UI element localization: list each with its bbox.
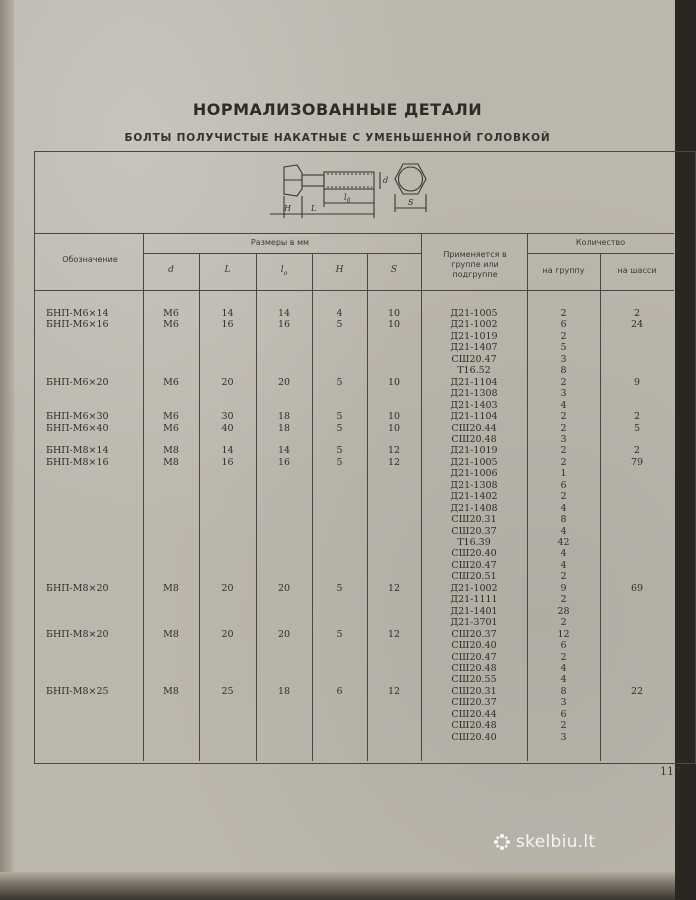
- cell-group: Д21-1308: [450, 388, 498, 400]
- cell-l0: 16: [277, 319, 291, 331]
- table-row: [0, 423, 675, 434]
- table-row: [0, 571, 675, 582]
- cell-group: Д21-1002: [450, 319, 498, 331]
- cell-d: М6: [163, 308, 179, 319]
- cell-group: СШ20.40: [451, 548, 497, 560]
- cell-per-chassis: 5: [633, 422, 641, 434]
- cell-l0: 18: [277, 422, 291, 434]
- cell-s: 12: [387, 445, 401, 457]
- cell-l: 20: [221, 376, 234, 388]
- cell-per-group: 2: [560, 411, 567, 423]
- header-l: L: [224, 265, 231, 275]
- cell-h: 6: [336, 685, 343, 697]
- header-h: H: [335, 265, 344, 275]
- cell-s: 12: [387, 628, 401, 640]
- cell-per-group: 8: [560, 685, 567, 697]
- table-row: [0, 331, 675, 342]
- cell-per-group: 2: [560, 491, 567, 503]
- table-row: [0, 503, 675, 514]
- cell-per-group: 28: [557, 605, 570, 617]
- cell-per-group: 4: [560, 525, 567, 537]
- cell-per-group: 4: [560, 662, 567, 674]
- cell-per-group: 2: [560, 445, 567, 457]
- cell-per-group: 6: [560, 640, 567, 652]
- cell-per-chassis: 22: [630, 685, 644, 697]
- cell-designation: БНП-М8×20: [46, 628, 109, 640]
- cell-l: 16: [221, 456, 234, 468]
- cell-per-group: 2: [560, 330, 567, 342]
- drawing-label-d: d: [383, 176, 389, 185]
- table-row: [0, 377, 675, 388]
- cell-group: Д21-1111: [450, 594, 498, 606]
- cell-per-group: 2: [560, 617, 567, 629]
- cell-group: СШ20.40: [451, 640, 497, 652]
- table-row: [0, 445, 675, 456]
- skelbiu-logo-icon: [493, 833, 511, 851]
- cell-group: Д21-1006: [450, 468, 498, 480]
- cell-per-group: 2: [560, 308, 567, 319]
- cell-designation: БНП-М6×40: [46, 422, 109, 434]
- cell-h: 5: [336, 422, 343, 434]
- table-row: [0, 629, 675, 640]
- cell-d: М6: [163, 376, 179, 388]
- table-row: [0, 720, 675, 731]
- cell-per-group: 8: [560, 514, 567, 526]
- table-row: [0, 652, 675, 663]
- cell-designation: БНП-М8×14: [46, 445, 109, 457]
- cell-h: 5: [336, 319, 343, 331]
- cell-group: Д21-1308: [450, 479, 498, 491]
- table-row: [0, 732, 675, 743]
- cell-group: Д21-1401: [450, 605, 498, 617]
- cell-per-group: 3: [560, 433, 567, 445]
- header-d: d: [168, 265, 174, 275]
- cell-per-group: 42: [557, 537, 570, 548]
- cell-designation: БНП-М6×30: [46, 411, 109, 423]
- cell-l0: 20: [277, 582, 291, 594]
- cell-per-group: 2: [560, 422, 567, 434]
- dimensions-rule: [143, 253, 421, 254]
- cell-s: 12: [387, 582, 401, 594]
- page-bottom-edge: [0, 872, 675, 900]
- cell-d: М6: [163, 411, 179, 423]
- header-quantity: Количество: [575, 238, 626, 247]
- table-row: [0, 640, 675, 651]
- cell-group: СШ20.48: [451, 720, 497, 732]
- table-row: [0, 617, 675, 628]
- cell-d: М8: [163, 445, 179, 457]
- cell-per-chassis: 9: [633, 376, 641, 388]
- cell-group: Д21-1104: [450, 411, 498, 423]
- table-row: [0, 686, 675, 697]
- table-row: [0, 457, 675, 468]
- table-row: [0, 468, 675, 479]
- cell-group: СШ20.55: [451, 674, 497, 686]
- cell-group: СШ20.37: [451, 628, 497, 640]
- table-row: [0, 548, 675, 559]
- cell-per-group: 2: [560, 651, 567, 663]
- cell-per-chassis: 2: [633, 445, 641, 457]
- table-row: [0, 674, 675, 685]
- table-row: [0, 491, 675, 502]
- table-row: [0, 560, 675, 571]
- cell-d: М8: [163, 456, 179, 468]
- cell-per-group: 3: [560, 388, 567, 400]
- cell-group: СШ20.47: [451, 559, 497, 571]
- cell-d: М8: [163, 628, 179, 640]
- cell-l: 25: [221, 685, 234, 697]
- cell-designation: БНП-М6×20: [46, 376, 109, 388]
- cell-l: 20: [221, 582, 234, 594]
- cell-s: 10: [387, 411, 401, 423]
- cell-designation: БНП-М8×16: [46, 456, 109, 468]
- cell-group: Д21-1002: [450, 582, 498, 594]
- header-s: S: [390, 265, 398, 275]
- cell-per-group: 5: [560, 342, 567, 354]
- cell-h: 5: [336, 445, 343, 457]
- cell-l0: 16: [277, 456, 291, 468]
- cell-s: 12: [387, 685, 401, 697]
- cell-designation: БНП-М8×20: [46, 582, 109, 594]
- cell-group: Д21-1403: [450, 399, 498, 411]
- cell-group: СШ20.48: [451, 662, 497, 674]
- table-row: [0, 308, 675, 319]
- header-l0: $l_o$: [280, 265, 288, 277]
- cell-group: Д21-1019: [450, 445, 498, 457]
- table-row: [0, 365, 675, 376]
- cell-per-group: 8: [560, 365, 567, 377]
- cell-l0: 14: [277, 445, 291, 457]
- cell-l: 40: [221, 422, 234, 434]
- table-row: [0, 537, 675, 548]
- cell-l0: 14: [277, 308, 291, 319]
- table-row: [0, 411, 675, 422]
- table-row: [0, 434, 675, 445]
- watermark-text: skelbiu.lt: [516, 832, 596, 852]
- page-number: 117: [660, 765, 681, 778]
- cell-per-chassis: 79: [630, 456, 644, 468]
- cell-designation: БНП-М6×16: [46, 319, 109, 331]
- cell-per-group: 2: [560, 456, 567, 468]
- cell-h: 5: [336, 456, 343, 468]
- cell-designation: БНП-М8×25: [46, 685, 109, 697]
- cell-group: СШ20.31: [451, 514, 497, 526]
- cell-per-group: 4: [560, 559, 567, 571]
- cell-l: 20: [221, 628, 234, 640]
- cell-h: 5: [336, 411, 343, 423]
- cell-per-group: 12: [557, 628, 570, 640]
- table-row: [0, 663, 675, 674]
- cell-group: Д21-1019: [450, 330, 498, 342]
- cell-group: Т16.39: [457, 537, 491, 548]
- cell-per-group: 3: [560, 731, 567, 743]
- cell-d: М8: [163, 685, 179, 697]
- page-title: НОРМАЛИЗОВАННЫЕ ДЕТАЛИ: [192, 100, 483, 119]
- cell-group: Д21-1408: [450, 502, 498, 514]
- cell-per-chassis: 2: [633, 308, 641, 319]
- cell-group: Д21-1104: [450, 376, 498, 388]
- cell-d: М8: [163, 582, 179, 594]
- cell-l0: 18: [277, 411, 291, 423]
- table-row: [0, 606, 675, 617]
- cell-s: 10: [387, 308, 401, 319]
- cell-group: СШ20.48: [451, 433, 497, 445]
- cell-s: 10: [387, 319, 401, 331]
- table-row: [0, 342, 675, 353]
- cell-designation: БНП-М6×14: [46, 308, 109, 319]
- table-row: [0, 526, 675, 537]
- cell-l0: 20: [277, 376, 291, 388]
- cell-per-group: 3: [560, 353, 567, 365]
- cell-per-group: 4: [560, 399, 567, 411]
- cell-s: 10: [387, 376, 401, 388]
- cell-per-group: 9: [560, 582, 567, 594]
- cell-h: 5: [336, 582, 343, 594]
- table-row: [0, 388, 675, 399]
- cell-per-group: 3: [560, 697, 567, 709]
- table-top-rule: [34, 233, 674, 234]
- cell-group: Т16.52: [457, 365, 491, 377]
- cell-group: СШ20.37: [451, 525, 497, 537]
- cell-per-group: 2: [560, 594, 567, 606]
- cell-h: 4: [336, 308, 343, 319]
- table-row: [0, 354, 675, 365]
- drawing-label-l0: $l_0$: [344, 193, 351, 205]
- table-row: [0, 594, 675, 605]
- cell-group: СШ20.47: [451, 651, 497, 663]
- header-applies: Применяется в группе или подгруппе: [443, 250, 507, 279]
- cell-per-group: 2: [560, 720, 567, 732]
- cell-per-group: 6: [560, 708, 567, 720]
- cell-per-group: 6: [560, 479, 567, 491]
- cell-group: Д21-1005: [450, 308, 498, 319]
- cell-l: 30: [221, 411, 234, 423]
- cell-group: СШ20.40: [451, 731, 497, 743]
- cell-l: 16: [221, 319, 234, 331]
- cell-per-group: 1: [560, 468, 567, 480]
- header-per-chassis: на шасси: [617, 266, 657, 275]
- table-row: [0, 697, 675, 708]
- header-dimensions: Размеры в мм: [250, 238, 310, 247]
- header-designation: Обозначение: [62, 255, 118, 264]
- cell-per-group: 2: [560, 571, 567, 583]
- cell-group: СШ20.51: [451, 571, 497, 583]
- cell-group: СШ20.44: [451, 708, 497, 720]
- cell-h: 5: [336, 628, 343, 640]
- cell-l0: 20: [277, 628, 291, 640]
- cell-group: СШ20.31: [451, 685, 497, 697]
- drawing-label-l: L: [311, 204, 317, 213]
- cell-per-group: 4: [560, 674, 567, 686]
- cell-d: М6: [163, 319, 179, 331]
- table-row: [0, 400, 675, 411]
- cell-per-chassis: 2: [633, 411, 641, 423]
- table-row: [0, 514, 675, 525]
- drawing-label-s: S: [408, 198, 414, 207]
- watermark: [493, 832, 595, 852]
- cell-l0: 18: [277, 685, 291, 697]
- cell-group: Д21-1407: [450, 342, 498, 354]
- cell-per-chassis: 69: [630, 582, 644, 594]
- header-bottom-rule: [34, 290, 674, 291]
- cell-d: М6: [163, 422, 179, 434]
- drawing-label-h: H: [284, 204, 291, 213]
- page-subtitle: БОЛТЫ ПОЛУЧИСТЫЕ НАКАТНЫЕ С УМЕНЬШЕННОЙ ГОЛОВКОЙ: [124, 132, 551, 144]
- cell-group: Д21-1005: [450, 456, 498, 468]
- cell-s: 10: [387, 422, 401, 434]
- table-row: [0, 583, 675, 594]
- cell-per-group: 6: [560, 319, 567, 331]
- cell-per-group: 2: [560, 376, 567, 388]
- cell-group: СШ20.37: [451, 697, 497, 709]
- table-row: [0, 709, 675, 720]
- header-per-group: на группу: [542, 266, 585, 275]
- cell-group: Д21-1402: [450, 491, 498, 503]
- table-row: [0, 319, 675, 330]
- cell-group: СШ20.47: [451, 353, 497, 365]
- cell-l: 14: [221, 308, 234, 319]
- cell-s: 12: [387, 456, 401, 468]
- table-row: [0, 480, 675, 491]
- cell-per-chassis: 24: [630, 319, 644, 331]
- cell-group: СШ20.44: [451, 422, 497, 434]
- cell-per-group: 4: [560, 548, 567, 560]
- cell-group: Д21-3701: [450, 617, 498, 629]
- cell-h: 5: [336, 376, 343, 388]
- cell-l: 14: [221, 445, 234, 457]
- cell-per-group: 4: [560, 502, 567, 514]
